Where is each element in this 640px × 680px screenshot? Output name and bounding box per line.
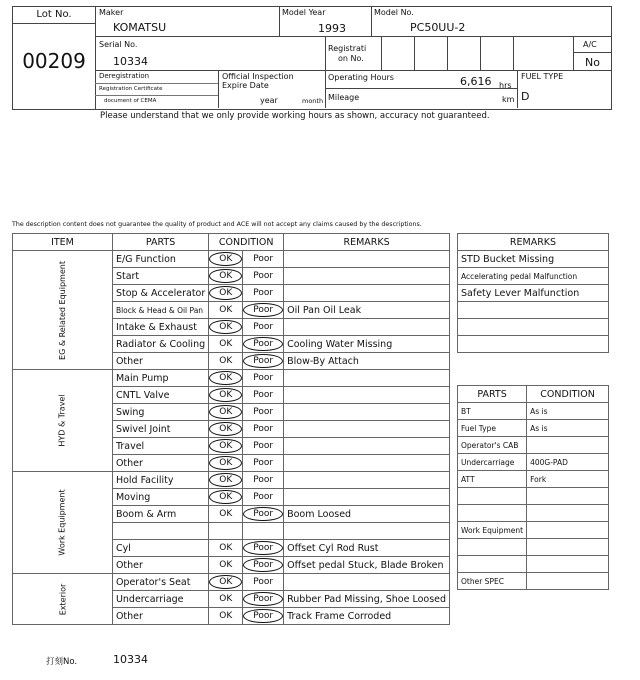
- poor-mark: Poor: [243, 558, 283, 572]
- side-remark-text: [458, 319, 609, 336]
- side-remark-row: [458, 285, 609, 302]
- fuel-label: FUEL TYPE: [521, 72, 564, 81]
- remark-cell: [284, 574, 450, 591]
- poor-mark: Poor: [253, 271, 274, 281]
- col-condition-header: CONDITION: [209, 234, 284, 251]
- lot-box: [12, 6, 96, 110]
- category-cell: [13, 574, 113, 625]
- side-part-row: [458, 505, 609, 522]
- part-name: Other: [112, 353, 208, 370]
- inspection-label-1: Official Inspection: [222, 72, 294, 81]
- ok-mark: OK: [209, 269, 242, 283]
- part-name: Main Pump: [112, 370, 208, 387]
- ok-cell: [209, 285, 243, 302]
- poor-mark: Poor: [253, 390, 274, 400]
- side-part-condition: 400G-PAD: [527, 454, 609, 471]
- poor-cell: [243, 302, 284, 319]
- ok-mark: OK: [209, 252, 242, 266]
- table-row: [13, 472, 450, 489]
- ok-cell: [209, 302, 243, 319]
- deregistration-label: Deregistration: [99, 72, 150, 80]
- poor-cell: [243, 489, 284, 506]
- table-row: [13, 370, 450, 387]
- ok-cell: [209, 268, 243, 285]
- ok-cell: [209, 251, 243, 268]
- ok-cell: [209, 472, 243, 489]
- poor-cell: [243, 506, 284, 523]
- side-remarks-table: [457, 233, 609, 353]
- year-label: year: [260, 96, 278, 105]
- disclaimer-text: The description content does not guarantee the quality of product and ACE will not accept any claims caused by the descriptions.: [12, 221, 422, 228]
- hdr-line: [325, 88, 517, 89]
- remark-cell: [284, 438, 450, 455]
- part-name: Radiator & Cooling: [112, 336, 208, 353]
- ok-mark: OK: [209, 473, 242, 487]
- side-remark-row: [458, 251, 609, 268]
- remark-cell: Blow-By Attach: [284, 353, 450, 370]
- side-remark-row: [458, 336, 609, 353]
- side-part-name: BT: [458, 403, 527, 420]
- side-part-name: [458, 556, 527, 573]
- side-part-name: Fuel Type: [458, 420, 527, 437]
- side-parts-table: [457, 385, 609, 590]
- side-remark-text: Accelerating pedal Malfunction: [458, 268, 609, 285]
- poor-mark: Poor: [253, 458, 274, 468]
- ac-value: No: [585, 56, 600, 69]
- side-part-name: Undercarriage: [458, 454, 527, 471]
- ok-mark: OK: [209, 439, 242, 453]
- poor-cell: [243, 404, 284, 421]
- hdr-line: [573, 52, 611, 53]
- side-remark-text: [458, 302, 609, 319]
- side-part-name: [458, 488, 527, 505]
- poor-mark: Poor: [243, 354, 283, 368]
- col-item-header: ITEM: [13, 234, 113, 251]
- ok-mark: OK: [209, 371, 242, 385]
- poor-mark: Poor: [253, 254, 274, 264]
- poor-mark: Poor: [253, 492, 274, 502]
- category-label: Exterior: [57, 583, 67, 615]
- remark-cell: [284, 370, 450, 387]
- ok-cell: [209, 353, 243, 370]
- remark-cell: [284, 472, 450, 489]
- registration-cert-label: Registration Certificate: [99, 86, 163, 92]
- poor-mark: Poor: [253, 424, 274, 434]
- ok-cell: [209, 455, 243, 472]
- side-parts-header-row: [458, 386, 609, 403]
- side-part-condition: [527, 505, 609, 522]
- ok-cell: [209, 574, 243, 591]
- side-part-condition: [527, 573, 609, 590]
- lot-label: Lot No.: [13, 7, 95, 24]
- col-remarks-header: REMARKS: [284, 234, 450, 251]
- poor-mark: Poor: [243, 592, 283, 606]
- cema-label: document of CEMA: [104, 98, 157, 104]
- side-remarks-header-row: [458, 234, 609, 251]
- side-parts-col-parts: PARTS: [458, 386, 527, 403]
- ok-cell: [209, 387, 243, 404]
- poor-mark: Poor: [253, 577, 274, 587]
- remark-cell: [284, 455, 450, 472]
- poor-mark: Poor: [253, 475, 274, 485]
- table-row: [13, 574, 450, 591]
- side-remark-text: STD Bucket Missing: [458, 251, 609, 268]
- side-remark-row: [458, 319, 609, 336]
- condition-table-body: [13, 234, 450, 625]
- hdr-line: [325, 36, 326, 108]
- remark-cell: Boom Loosed: [284, 506, 450, 523]
- poor-cell: [243, 421, 284, 438]
- hdr-line: [381, 36, 382, 70]
- remark-cell: [284, 285, 450, 302]
- side-part-row: [458, 488, 609, 505]
- stamp-number: 10334: [113, 653, 148, 666]
- category-cell: [13, 472, 113, 574]
- side-part-name: Operator's CAB: [458, 437, 527, 454]
- side-part-condition: [527, 437, 609, 454]
- model-year-label: Model Year: [282, 8, 326, 17]
- poor-cell: [243, 557, 284, 574]
- poor-mark: Poor: [243, 337, 283, 351]
- poor-cell: [243, 387, 284, 404]
- operating-hours-value: 6,616: [460, 75, 492, 88]
- part-name: Block & Head & Oil Pan: [112, 302, 208, 319]
- lot-number: 00209: [22, 49, 86, 73]
- side-part-condition: [527, 488, 609, 505]
- hdr-line: [279, 6, 280, 36]
- part-name: Cyl: [112, 540, 208, 557]
- condition-table: [12, 233, 450, 625]
- side-part-row: [458, 454, 609, 471]
- fuel-value: D: [521, 90, 530, 103]
- poor-mark: Poor: [243, 303, 283, 317]
- remark-cell: [284, 319, 450, 336]
- side-part-name: ATT: [458, 471, 527, 488]
- hdr-line: [517, 70, 518, 108]
- side-part-row: [458, 539, 609, 556]
- poor-cell: [243, 438, 284, 455]
- ok-cell: [209, 421, 243, 438]
- part-name: Other: [112, 608, 208, 625]
- poor-cell: [243, 268, 284, 285]
- ok-cell: [209, 557, 243, 574]
- ok-cell: [209, 608, 243, 625]
- side-part-row: [458, 522, 609, 539]
- part-name: CNTL Valve: [112, 387, 208, 404]
- ok-mark: OK: [209, 286, 242, 300]
- ok-cell: [209, 319, 243, 336]
- hdr-line: [95, 95, 218, 96]
- hdr-line: [414, 36, 415, 70]
- serial-label: Serial No.: [99, 40, 138, 49]
- category-cell: [13, 251, 113, 370]
- ok-mark: OK: [219, 611, 233, 621]
- remark-cell: Cooling Water Missing: [284, 336, 450, 353]
- ok-mark: OK: [209, 422, 242, 436]
- month-label: month: [302, 97, 324, 105]
- side-part-condition: [527, 556, 609, 573]
- side-parts-body: [458, 386, 609, 590]
- side-remarks-title: REMARKS: [458, 234, 609, 251]
- side-part-row: [458, 573, 609, 590]
- maker-label: Maker: [99, 8, 124, 17]
- side-part-row: [458, 556, 609, 573]
- registration-label-1: Registrati: [328, 44, 367, 53]
- category-cell: [13, 370, 113, 472]
- poor-mark: Poor: [253, 322, 274, 332]
- side-part-name: [458, 539, 527, 556]
- ok-mark: OK: [219, 543, 233, 553]
- side-part-name: [458, 505, 527, 522]
- mileage-label: Mileage: [328, 93, 360, 102]
- model-year-value: 1993: [318, 22, 346, 35]
- part-name: Swivel Joint: [112, 421, 208, 438]
- registration-label-2: on No.: [338, 54, 364, 63]
- ok-cell: [209, 506, 243, 523]
- part-name: Undercarriage: [112, 591, 208, 608]
- side-part-row: [458, 403, 609, 420]
- ok-cell: [209, 336, 243, 353]
- side-remark-text: Safety Lever Malfunction: [458, 285, 609, 302]
- inspection-label-2: Expire Date: [222, 81, 269, 90]
- remark-cell: Offset Cyl Rod Rust: [284, 540, 450, 557]
- ok-mark: OK: [219, 560, 233, 570]
- operating-hours-label: Operating Hours: [328, 73, 394, 82]
- part-name: E/G Function: [112, 251, 208, 268]
- side-part-condition: As is: [527, 403, 609, 420]
- serial-value: 10334: [113, 55, 148, 68]
- part-name: Other: [112, 557, 208, 574]
- part-name: Boom & Arm: [112, 506, 208, 523]
- ok-mark: OK: [209, 320, 242, 334]
- side-part-row: [458, 420, 609, 437]
- ok-cell: [209, 489, 243, 506]
- ok-cell: [209, 591, 243, 608]
- km-label: km: [502, 95, 515, 104]
- hdr-line: [480, 36, 481, 70]
- category-label: Work Equipment: [57, 489, 67, 556]
- hdr-line: [95, 70, 611, 71]
- model-no-label: Model No.: [374, 8, 414, 17]
- side-remarks-body: [458, 234, 609, 353]
- remark-cell: Track Frame Corroded: [284, 608, 450, 625]
- poor-cell: [243, 608, 284, 625]
- hdr-line: [95, 83, 218, 84]
- side-part-condition: [527, 522, 609, 539]
- ok-mark: OK: [219, 305, 233, 315]
- side-remark-text: [458, 336, 609, 353]
- ok-mark: OK: [209, 388, 242, 402]
- side-part-name: Other SPEC: [458, 573, 527, 590]
- ok-mark: OK: [219, 509, 233, 519]
- hdr-line: [513, 36, 514, 70]
- poor-mark: Poor: [253, 373, 274, 383]
- ac-label: A/C: [583, 40, 597, 49]
- category-label: EG & Related Equipment: [57, 260, 67, 360]
- poor-cell: [243, 285, 284, 302]
- part-name: Start: [112, 268, 208, 285]
- side-part-row: [458, 471, 609, 488]
- side-part-name: Work Equipment: [458, 522, 527, 539]
- poor-cell: [243, 353, 284, 370]
- side-part-condition: Fork: [527, 471, 609, 488]
- part-name: Intake & Exhaust: [112, 319, 208, 336]
- hdr-line: [95, 36, 611, 37]
- poor-cell: [243, 336, 284, 353]
- poor-mark: Poor: [243, 507, 283, 521]
- poor-cell: [243, 251, 284, 268]
- part-name: Stop & Accelerator: [112, 285, 208, 302]
- table-header-row: [13, 234, 450, 251]
- part-name: Operator's Seat: [112, 574, 208, 591]
- side-part-condition: [527, 539, 609, 556]
- poor-mark: Poor: [243, 609, 283, 623]
- hdr-line: [573, 36, 574, 70]
- side-parts-col-condition: CONDITION: [527, 386, 609, 403]
- poor-cell: [243, 472, 284, 489]
- remark-cell: [284, 421, 450, 438]
- table-row: [13, 251, 450, 268]
- side-part-condition: As is: [527, 420, 609, 437]
- poor-mark: Poor: [253, 288, 274, 298]
- hdr-line: [371, 6, 372, 36]
- col-parts-header: PARTS: [112, 234, 208, 251]
- remark-cell: Oil Pan Oil Leak: [284, 302, 450, 319]
- remark-cell: [284, 268, 450, 285]
- part-name: Swing: [112, 404, 208, 421]
- ok-mark: OK: [219, 594, 233, 604]
- poor-cell: [243, 523, 284, 540]
- hrs-label: hrs: [499, 81, 512, 90]
- poor-cell: [243, 574, 284, 591]
- ok-cell: [209, 370, 243, 387]
- ok-mark: OK: [209, 490, 242, 504]
- poor-mark: Poor: [253, 441, 274, 451]
- remark-cell: [284, 387, 450, 404]
- part-name: Hold Facility: [112, 472, 208, 489]
- ok-mark: OK: [219, 356, 233, 366]
- remark-cell: Offset pedal Stuck, Blade Broken: [284, 557, 450, 574]
- part-name: Travel: [112, 438, 208, 455]
- part-name: Other: [112, 455, 208, 472]
- category-label: HYD & Travel: [57, 394, 67, 447]
- maker-value: KOMATSU: [113, 21, 167, 34]
- ok-cell: [209, 540, 243, 557]
- remark-cell: Rubber Pad Missing, Shoe Loosed: [284, 591, 450, 608]
- part-name: [112, 523, 208, 540]
- hdr-line: [447, 36, 448, 70]
- notice-text: Please understand that we only provide working hours as shown, accuracy not guaranteed.: [100, 111, 490, 121]
- ok-mark: OK: [219, 339, 233, 349]
- remark-cell: [284, 251, 450, 268]
- stamp-label: 打刻No.: [46, 657, 78, 667]
- hdr-line: [218, 70, 219, 108]
- remark-cell: [284, 523, 450, 540]
- poor-cell: [243, 540, 284, 557]
- model-no-value: PC50UU-2: [410, 21, 466, 34]
- side-part-row: [458, 437, 609, 454]
- poor-cell: [243, 370, 284, 387]
- ok-mark: OK: [209, 575, 242, 589]
- poor-mark: Poor: [243, 541, 283, 555]
- ok-mark: OK: [209, 405, 242, 419]
- side-remark-row: [458, 302, 609, 319]
- poor-cell: [243, 319, 284, 336]
- part-name: Moving: [112, 489, 208, 506]
- ok-mark: OK: [209, 456, 242, 470]
- poor-mark: Poor: [253, 407, 274, 417]
- ok-cell: [209, 438, 243, 455]
- ok-cell: [209, 404, 243, 421]
- ok-cell: [209, 523, 243, 540]
- remark-cell: [284, 404, 450, 421]
- poor-cell: [243, 455, 284, 472]
- poor-cell: [243, 591, 284, 608]
- side-remark-row: [458, 268, 609, 285]
- remark-cell: [284, 489, 450, 506]
